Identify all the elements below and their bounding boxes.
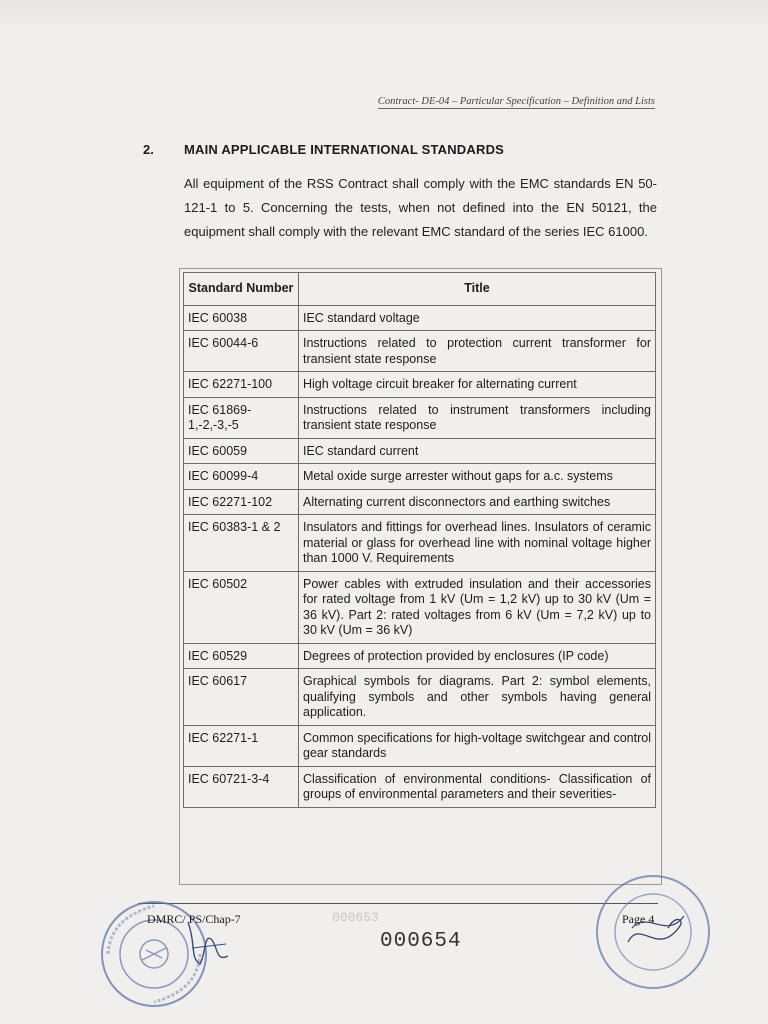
header-title: Title — [299, 273, 656, 306]
table-header-row — [184, 273, 656, 306]
standard-number-cell: IEC 60617 — [184, 669, 299, 726]
standard-title-cell: Instructions related to instrument transformers including transient state response — [299, 397, 656, 438]
stamp-number: 000654 — [380, 930, 462, 953]
standard-number-cell: IEC 60099-4 — [184, 464, 299, 490]
standard-number-cell: IEC 60529 — [184, 643, 299, 669]
standard-title-cell: Instructions related to protection current transformer for transient state response — [299, 331, 656, 372]
standard-title-cell: Classification of environmental conditions- Classification of groups of environmental parameters and their severities- — [299, 766, 656, 807]
table-row — [184, 725, 656, 766]
table-row — [184, 305, 656, 331]
standard-number-cell: IEC 60059 — [184, 438, 299, 464]
table-row — [184, 331, 656, 372]
footer-rule — [138, 903, 658, 904]
table-row — [184, 372, 656, 398]
standard-title-cell: Common specifications for high-voltage switchgear and control gear standards — [299, 725, 656, 766]
standard-number-cell: IEC 60721-3-4 — [184, 766, 299, 807]
standard-title-cell: Degrees of protection provided by enclosures (IP code) — [299, 643, 656, 669]
running-header: Contract- DE-04 – Particular Specification – Definition and Lists — [377, 96, 655, 107]
standard-number-cell: IEC 60383-1 & 2 — [184, 515, 299, 572]
standard-title-cell: Insulators and fittings for overhead lines. Insulators of ceramic material or glass for overhead line with nominal voltage higher than 1000 V. Requirements — [299, 515, 656, 572]
footer-page-number: Page 4 — [622, 912, 655, 926]
standard-number-cell: IEC 61869-1,-2,-3,-5 — [184, 397, 299, 438]
standard-number-cell: IEC 60038 — [184, 305, 299, 331]
standard-number-cell: IEC 62271-1 — [184, 725, 299, 766]
table-row — [184, 669, 656, 726]
standard-title-cell: IEC standard current — [299, 438, 656, 464]
standard-title-cell: IEC standard voltage — [299, 305, 656, 331]
standard-number-cell: IEC 60044-6 — [184, 331, 299, 372]
standard-title-cell: Alternating current disconnectors and earthing switches — [299, 489, 656, 515]
table-row — [184, 643, 656, 669]
standard-title-cell: Metal oxide surge arrester without gaps for a.c. systems — [299, 464, 656, 490]
section-title: MAIN APPLICABLE INTERNATIONAL STANDARDS — [184, 142, 505, 157]
standard-title-cell: Power cables with extruded insulation and their accessories for rated voltage from 1 kV (Um = 1,2 kV) up to 30 kV (Um = 36 kV). Part 2: rated voltages from 6 kV (Um = 7,2 kV) up to 30 kV (Um = 36 kV) — [299, 571, 656, 643]
scan-edge — [0, 0, 768, 28]
right-company-seal — [588, 870, 718, 994]
section-intro-paragraph: All equipment of the RSS Contract shall comply with the EMC standards EN 50-121-1 to 5. Concerning the tests, when not defined into the EN 50121, the equipment shall comply with the relevant EMC standard of the series IEC 61000. — [184, 176, 657, 239]
standard-number-cell: IEC 60502 — [184, 571, 299, 643]
standard-title-cell: Graphical symbols for diagrams. Part 2: symbol elements, qualifying symbols and other symbols having general application. — [299, 669, 656, 726]
table-row — [184, 489, 656, 515]
table-row — [184, 766, 656, 807]
section-number: 2. — [143, 142, 154, 157]
table-row — [184, 438, 656, 464]
standard-number-cell: IEC 62271-102 — [184, 489, 299, 515]
table-row — [184, 515, 656, 572]
ghost-stamp-number: 000653 — [332, 910, 379, 925]
header-standard-number: Standard Number — [184, 273, 299, 306]
standards-table — [183, 272, 656, 808]
standard-title-cell: High voltage circuit breaker for alternating current — [299, 372, 656, 398]
table-row — [184, 571, 656, 643]
footer-document-code: DMRC/ PS/Chap-7 — [147, 912, 241, 926]
standard-number-cell: IEC 62271-100 — [184, 372, 299, 398]
table-row — [184, 464, 656, 490]
table-row — [184, 397, 656, 438]
